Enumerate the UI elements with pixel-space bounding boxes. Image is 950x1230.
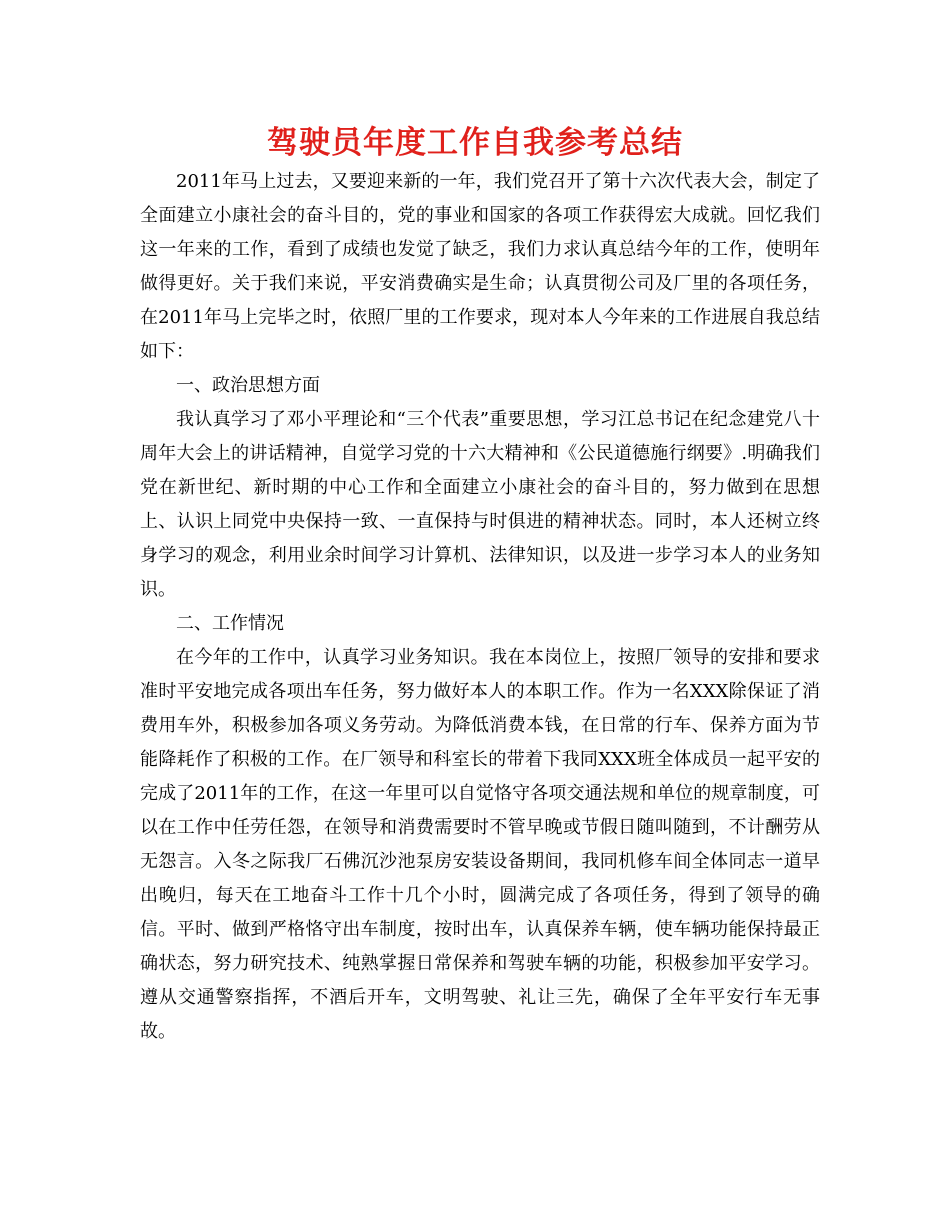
document-body: [140, 165, 820, 1049]
document-title: 驾驶员年度工作自我参考总结: [267, 125, 683, 161]
politics-paragraph: 我认真学习了邓小平理论和“三个代表”重要思想，学习江总书记在纪念建党八十周年大会上的讲话精神，自觉学习党的十六大精神和《公民道德施行纲要》.明确我们党在新世纪、新时期的中心工作和全面建立小康社会的奋斗目的，努力做到在思想上、认识上同党中央保持一致、一直保持与时俱进的精神状态。同时，本人还树立终身学习的观念，利用业余时间学习计算机、法律知识，以及进一步学习本人的业务知识。: [140, 409, 820, 600]
intro-paragraph: 2011年马上过去，又要迎来新的一年，我们党召开了第十六次代表大会，制定了全面建立小康社会的奋斗目的，党的事业和国家的各项工作获得宏大成就。回忆我们这一年来的工作，看到了成绩也发觉了缺乏，我们力求认真总结今年的工作，使明年做得更好。关于我们来说，平安消费确实是生命；认真贯彻公司及厂里的各项任务，在2011年马上完毕之时，依照厂里的工作要求，现对本人今年来的工作进展自我总结如下：: [140, 171, 820, 362]
section-heading-politics: 一、政治思想方面: [176, 375, 320, 396]
work-paragraph: 在今年的工作中，认真学习业务知识。我在本岗位上，按照厂领导的安排和要求准时平安地完成各项出车任务，努力做好本人的本职工作。作为一名XXX除保证了消费用车外，积极参加各项义务劳动。为降低消费本钱，在日常的行车、保养方面为节能降耗作了积极的工作。在厂领导和科室长的带着下我同XXX班全体成员一起平安的完成了2011年的工作，在这一年里可以自觉恪守各项交通法规和单位的规章制度，可以在工作中任劳任怨，在领导和消费需要时不管早晚或节假日随叫随到，不计酬劳从无怨言。入冬之际我厂石佛沉沙池泵房安装设备期间，我同机修车间全体同志一道早出晚归，每天在工地奋斗工作十几个小时，圆满完成了各项任务，得到了领导的确信。平时、做到严格恪守出车制度，按时出车，认真保养车辆，使车辆功能保持最正确状态，努力研究技术、纯熟掌握日常保养和驾驶车辆的功能，积极参加平安学习。遵从交通警察指挥，不酒后开车，文明驾驶、礼让三先，确保了全年平安行车无事故。: [140, 647, 820, 1042]
section-heading-work: 二、工作情况: [176, 613, 284, 634]
